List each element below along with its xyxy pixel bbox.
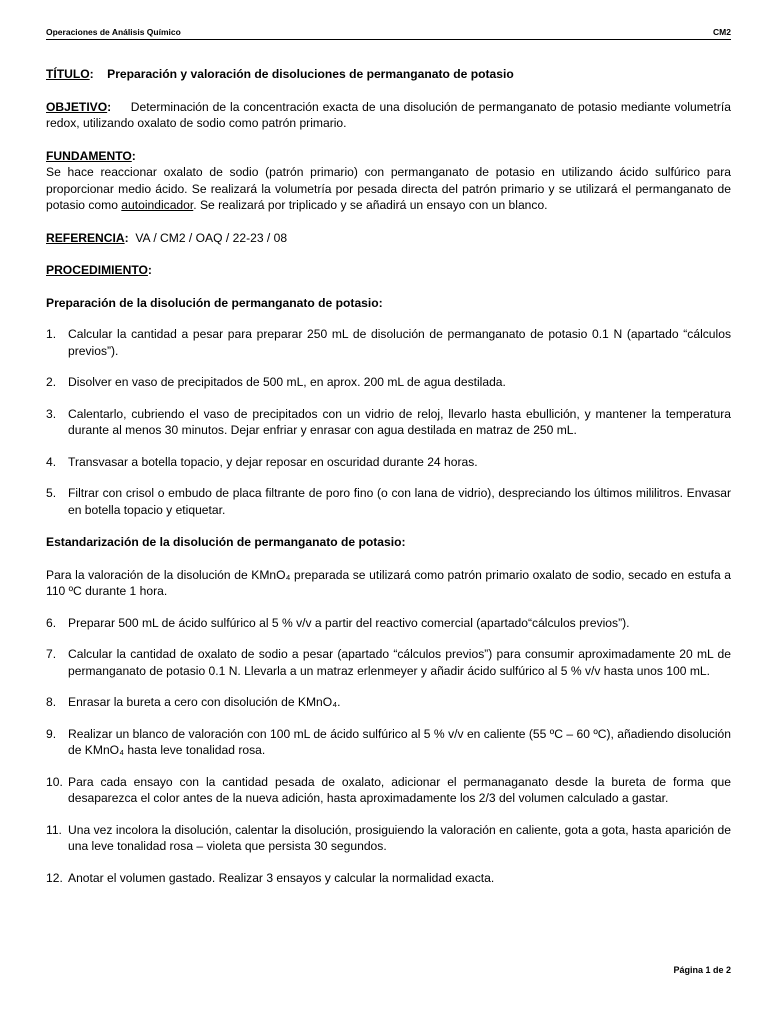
header-course-title: Operaciones de Análisis Químico	[46, 27, 181, 37]
step-text: Calcular la cantidad a pesar para preparar 250 mL de disolución de permanganato de potasio 0.1 N (apartado “cálculos previos”).	[68, 327, 731, 358]
procedimiento-heading: PROCEDIMIENTO:	[46, 263, 152, 277]
step-number: 2.	[46, 375, 57, 389]
step-number: 9.	[46, 726, 57, 741]
estandarizacion-intro: Para la valoración de la disolución de KMnO₄ preparada se utilizará como patrón primario oxalato de sodio, secado en estufa a 110 ºC durante 1 hora.	[46, 567, 731, 598]
objetivo-paragraph: OBJETIVO: Determinación de la concentración exacta de una disolución de permanganato de potasio mediante volumetría redox, utilizando oxalato de sodio como patrón primario.	[46, 99, 731, 130]
step-number: 5.	[46, 486, 57, 500]
step-number: 4.	[46, 454, 57, 469]
objetivo-text: Determinación de la concentración exacta de una disolución de permanganato de potasio mediante volumetría redox, utilizando oxalato de sodio como patrón primario.	[46, 99, 731, 130]
fundamento-label: FUNDAMENTO	[46, 148, 132, 163]
title-label: TÍTULO	[46, 67, 90, 81]
step-item	[46, 822, 731, 855]
fundamento-text-b: . Se realizará por triplicado y se añadirá un ensayo con un blanco.	[193, 198, 548, 212]
referencia-line: REFERENCIA: VA / CM2 / OAQ / 22-23 / 08	[46, 230, 288, 245]
page-header	[46, 27, 731, 40]
step-item	[46, 646, 731, 679]
step-item	[46, 406, 731, 439]
step-number: 6.	[46, 615, 57, 630]
step-item	[46, 615, 731, 632]
step-text: Para cada ensayo con la cantidad pesada de oxalato, adicionar el permanaganato desde la bureta de forma que desaparezca el color antes de la nueva adición, hasta aproximadamente los 2/3 del volumen calculado a gastar.	[68, 774, 731, 805]
document-body	[46, 66, 731, 886]
step-text: Realizar un blanco de valoración con 100 mL de ácido sulfúrico al 5 % v/v en caliente (55 ºC – 60 ºC), añadiendo disolución de KMnO₄ hasta leve tonalidad rosa.	[68, 726, 731, 757]
step-number: 8.	[46, 695, 57, 709]
step-number: 7.	[46, 647, 57, 661]
step-text: Calentarlo, cubriendo el vaso de precipitados con un vidrio de reloj, llevarlo hasta ebullición, y mantener la temperatura durante al menos 30 minutos. Dejar enfriar y enrasar con agua destilada en matraz de 250 mL.	[68, 406, 731, 437]
title-line: TÍTULO: Preparación y valoración de disoluciones de permanganato de potasio	[46, 67, 514, 81]
preparacion-steps	[46, 326, 731, 518]
step-number: 3.	[46, 406, 57, 421]
fundamento-underlined-term: autoindicador	[121, 198, 194, 212]
referencia-text: VA / CM2 / OAQ / 22-23 / 08	[135, 230, 288, 245]
objetivo-label: OBJETIVO	[46, 99, 108, 114]
page-number: Página 1 de 2	[673, 965, 731, 975]
step-item	[46, 870, 731, 887]
step-text: Transvasar a botella topacio, y dejar reposar en oscuridad durante 24 horas.	[68, 454, 478, 469]
step-text: Una vez incolora la disolución, calentar la disolución, prosiguiendo la valoración en caliente, gota a gota, hasta aparición de una leve tonalidad rosa – violeta que persista 30 segundos.	[68, 822, 731, 853]
step-text: Preparar 500 mL de ácido sulfúrico al 5 % v/v a partir del reactivo comercial (apartado“cálculos previos”).	[68, 615, 630, 630]
fundamento-paragraph	[46, 164, 731, 214]
step-text: Filtrar con crisol o embudo de placa filtrante de poro fino (o con lana de vidrio), despreciando los últimos mililitros. Envasar en botella topacio y etiquetar.	[68, 486, 731, 517]
header-code: CM2	[713, 27, 731, 37]
step-text: Disolver en vaso de precipitados de 500 mL, en aprox. 200 mL de agua destilada.	[68, 375, 506, 389]
step-item	[46, 726, 731, 759]
referencia-label: REFERENCIA	[46, 230, 125, 245]
estandarizacion-steps	[46, 615, 731, 887]
fundamento-heading: FUNDAMENTO:	[46, 148, 136, 163]
step-number: 12.	[46, 870, 63, 885]
estandarizacion-heading: Estandarización de la disolución de permanganato de potasio:	[46, 535, 406, 549]
preparacion-heading: Preparación de la disolución de permanganato de potasio:	[46, 295, 383, 310]
step-item	[46, 326, 731, 359]
step-item	[46, 485, 731, 518]
step-item	[46, 374, 731, 391]
step-text: Anotar el volumen gastado. Realizar 3 ensayos y calcular la normalidad exacta.	[68, 870, 495, 885]
title-text: Preparación y valoración de disoluciones de permanganato de potasio	[107, 67, 514, 81]
step-number: 10.	[46, 774, 63, 789]
step-text: Calcular la cantidad de oxalato de sodio a pesar (apartado “cálculos previos”) para consumir aproximadamente 20 mL de permanganato de potasio 0.1 N. Llevarla a un matraz erlenmeyer y añadir ácido sulfúrico al 5 % v/v hasta unos 100 mL.	[68, 647, 731, 678]
step-item	[46, 774, 731, 807]
step-number: 1.	[46, 327, 57, 341]
step-text: Enrasar la bureta a cero con disolución de KMnO₄.	[68, 695, 341, 709]
step-number: 11.	[46, 822, 62, 837]
fundamento-text-a: Se hace reaccionar oxalato de sodio (patrón primario) con permanganato de potasio en utilizando ácido sulfúrico para proporcionar medio ácido. Se realizará la volumetría por pesada directa del patrón primario y se utilizará el permanganato de potasio como	[46, 165, 731, 212]
step-item	[46, 454, 731, 471]
step-item	[46, 694, 731, 711]
procedimiento-label: PROCEDIMIENTO	[46, 263, 148, 277]
